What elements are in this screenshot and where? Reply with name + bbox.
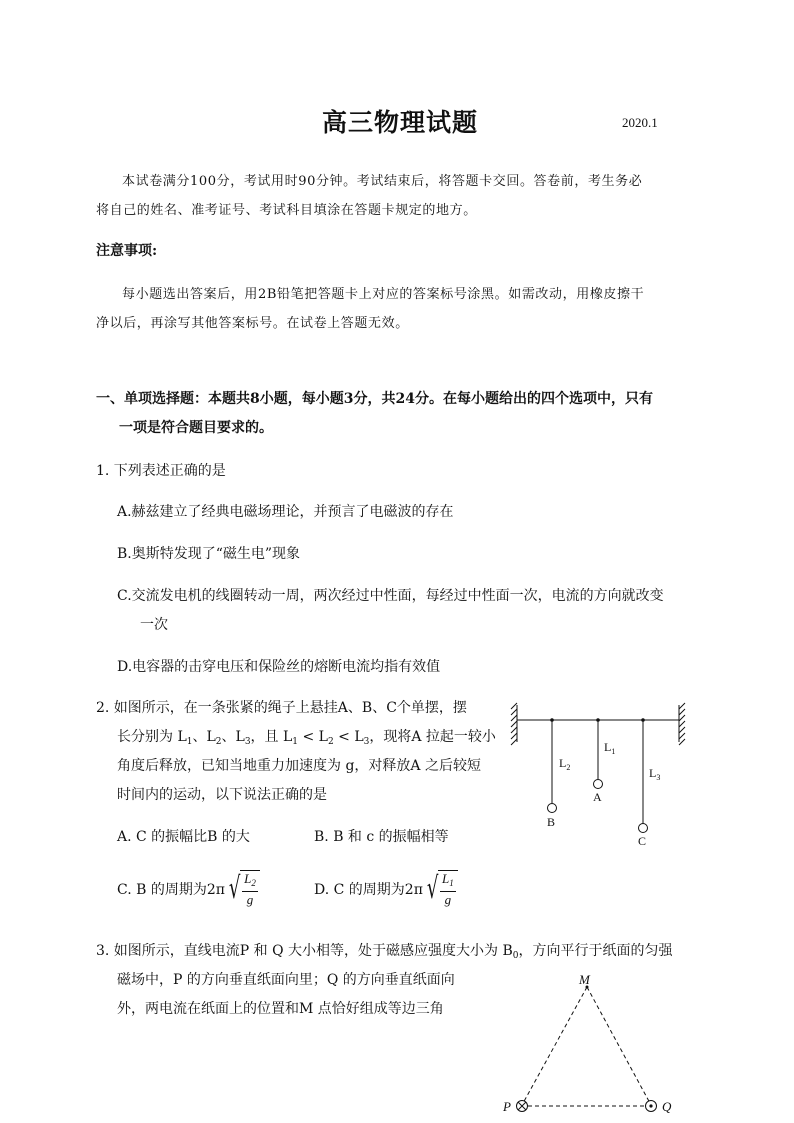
q1-option-a: A.赫兹建立了经典电磁场理论，并预言了电磁波的存在 bbox=[117, 504, 454, 520]
sqrt-symbol: √ $\frac{L_2}{g}$ bbox=[225, 870, 260, 907]
q3-stem-line-2: 磁场中，P 的方向垂直纸面向里；Q 的方向垂直纸面向 bbox=[117, 972, 455, 988]
notice-line-1: 每小题选出答案后，用2B铅笔把答题卡上对应的答案标号涂黑。如需改动，用橡皮擦干 bbox=[122, 287, 645, 302]
pendulum-figure bbox=[505, 700, 695, 860]
q2-stem-line-1: 2. 如图所示，在一条张紧的绳子上悬挂A、B、C个单摆，摆 bbox=[96, 700, 467, 716]
q1-option-b: B.奥斯特发现了“磁生电”现象 bbox=[117, 546, 301, 562]
current-q-out-of-page-icon bbox=[646, 1101, 657, 1112]
bob-a bbox=[594, 780, 603, 789]
q2-stem-line-3: 角度后释放，已知当地重力加速度为 g，对释放A 之后较短 bbox=[117, 758, 481, 774]
current-p-into-page-icon bbox=[517, 1101, 528, 1112]
section-heading: 一、单项选择题：本题共8小题，每小题3分，共24分。在每小题给出的四个选项中，只有 bbox=[96, 391, 653, 407]
q2-option-c: C. B 的周期为2π √ $\frac{L_2}{g}$ bbox=[117, 870, 260, 907]
q3-stem-line-3: 外，两电流在纸面上的位置和M 点恰好组成等边三角 bbox=[117, 1001, 444, 1017]
intro-line-2: 将自己的姓名、准考证号、考试科目填涂在答题卡规定的地方。 bbox=[96, 203, 477, 218]
notice-heading: 注意事项: bbox=[96, 243, 158, 259]
label-b: B bbox=[547, 815, 556, 829]
page-title: 高三物理试题 bbox=[322, 108, 479, 137]
label-m: M bbox=[579, 972, 590, 987]
bob-b bbox=[548, 804, 557, 813]
bob-c bbox=[639, 824, 648, 833]
q2-option-a: A. C 的振幅比B 的大 bbox=[117, 829, 250, 845]
exam-date: 2020.1 bbox=[622, 115, 658, 130]
section-heading-cont: 一项是符合题目要求的。 bbox=[119, 420, 273, 436]
notice-line-2: 净以后，再涂写其他答案标号。在试卷上答题无效。 bbox=[96, 316, 409, 331]
q1-stem: 1. 下列表述正确的是 bbox=[96, 463, 226, 479]
label-l1: $L_1$ bbox=[604, 740, 616, 756]
q2-option-b: B. B 和 c 的振幅相等 bbox=[314, 829, 449, 845]
label-l3: $L_3$ bbox=[649, 766, 661, 782]
label-p: P bbox=[503, 1099, 511, 1114]
side-mp bbox=[522, 987, 587, 1105]
label-q: Q bbox=[662, 1099, 672, 1114]
intro-line-1: 本试卷满分100分，考试用时90分钟。考试结束后，将答题卡交回。答卷前，考生务必 bbox=[122, 174, 643, 189]
label-c: C bbox=[638, 834, 647, 848]
q1-option-c: C.交流发电机的线圈转动一周，两次经过中性面，每经过中性面一次，电流的方向就改变 bbox=[117, 588, 664, 604]
q3-stem-line-1: 3. 如图所示，直线电流P 和 Q 大小相等，处于磁感应强度大小为 $B_0$，方向平行于纸面的匀强 bbox=[96, 943, 673, 961]
q2-stem-line-2: 长分别为 $L_1$、$L_2$、$L_3$，且 $L_1 < L_2 < L_3$，现将A 拉起一较小 bbox=[117, 729, 496, 747]
q2-option-d: D. C 的周期为2π √ $\frac{L_1}{g}$ bbox=[314, 870, 458, 907]
q2-stem-line-4: 时间内的运动，以下说法正确的是 bbox=[117, 787, 327, 803]
label-l2: $L_2$ bbox=[559, 756, 571, 772]
triangle-figure bbox=[500, 970, 690, 1120]
side-mq bbox=[587, 987, 651, 1105]
q1-option-c-cont: 一次 bbox=[140, 617, 168, 633]
label-a: A bbox=[593, 790, 602, 804]
sqrt-symbol: √ $\frac{L_1}{g}$ bbox=[423, 870, 458, 907]
q1-option-d: D.电容器的击穿电压和保险丝的熔断电流均指有效值 bbox=[117, 659, 441, 675]
